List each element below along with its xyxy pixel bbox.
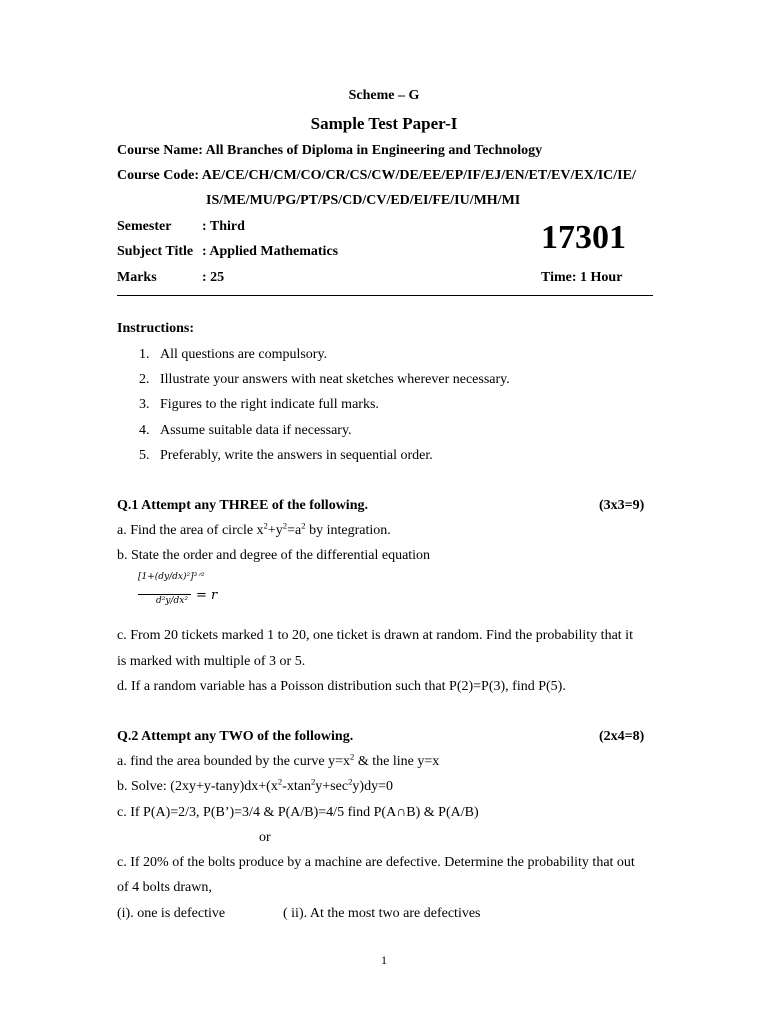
q2-a: a. find the area bounded by the curve $y=x^2$ & the line y=x	[117, 751, 440, 769]
instruction-item: Assume suitable data if necessary.	[160, 423, 352, 438]
instruction-number: 2.	[139, 372, 150, 387]
q2-c-alt-option-ii: ( ii). At the most two are defectives	[283, 906, 481, 921]
subject-title-value: : Applied Mathematics	[202, 244, 339, 259]
semester-label: Semester	[117, 219, 172, 234]
instruction-item: All questions are compulsory.	[160, 347, 328, 362]
course-code-line-1: Course Code: AE/CE/CH/CM/CO/CR/CS/CW/DE/EE/EP/IF/EJ/EN/ET/EV/EX/IC/IE/	[117, 168, 636, 183]
q1-c-line-1: c. From 20 tickets marked 1 to 20, one ticket is drawn at random. Find the probability that it	[117, 628, 633, 643]
equation-numerator: [1+(dy/dx)²]³ᐟ²	[138, 572, 205, 582]
instruction-item: Figures to the right indicate full marks.	[160, 397, 379, 412]
instruction-number: 3.	[139, 397, 150, 412]
q1-b: b. State the order and degree of the differential equation	[117, 548, 431, 563]
marks-value: : 25	[202, 270, 225, 285]
time-label: Time: 1 Hour	[541, 270, 623, 285]
instructions-heading: Instructions:	[117, 321, 195, 336]
header-divider	[117, 295, 653, 296]
q2-c: c. If P(A)=2/3, P(B’)=3/4 & P(A/B)=4/5 find P(A∩B) & P(A/B)	[117, 805, 479, 820]
q2-c-alt-line-1: c. If 20% of the bolts produce by a machine are defective. Determine the probability that out	[117, 855, 635, 870]
q1-marks: (3x3=9)	[599, 498, 645, 513]
instruction-number: 1.	[139, 347, 150, 362]
course-name: Course Name: All Branches of Diploma in Engineering and Technology	[117, 143, 543, 158]
subject-code-number: 17301	[541, 219, 626, 256]
instruction-item: Preferably, write the answers in sequential order.	[160, 448, 433, 463]
semester-value: : Third	[202, 219, 245, 234]
q2-b: b. Solve: $(2xy+y-\tan y)dx+(x^2-xtan^2y+\sec^2y)dy=0$	[117, 776, 393, 794]
q2-or: or	[259, 830, 271, 845]
paper-title: Sample Test Paper-I	[310, 114, 458, 133]
equation-denominator: d²y/dx²	[156, 596, 188, 606]
instruction-item: Illustrate your answers with neat sketches wherever necessary.	[160, 372, 510, 387]
q1-heading: Q.1 Attempt any THREE of the following.	[117, 498, 368, 513]
marks-label: Marks	[117, 270, 157, 285]
course-code-line-2: IS/ME/MU/PG/PT/PS/CD/CV/ED/EI/FE/IU/MH/MI	[206, 193, 521, 208]
q1-a: a. Find the area of circle $x^2+y^2=a^2$ by integration.	[117, 520, 391, 538]
equation-rhs: = r	[196, 588, 218, 603]
q2-marks: (2x4=8)	[599, 729, 645, 744]
q2-c-alt-option-i: (i). one is defective	[117, 906, 226, 921]
q1-d: d. If a random variable has a Poisson distribution such that P(2)=P(3), find P(5).	[117, 679, 566, 694]
instruction-number: 4.	[139, 423, 150, 438]
subject-title-label: Subject Title	[117, 244, 194, 259]
instruction-number: 5.	[139, 448, 150, 463]
q1-c-line-2: is marked with multiple of 3 or 5.	[117, 654, 306, 669]
q2-c-alt-line-2: of 4 bolts drawn,	[117, 880, 212, 895]
page-number: 1	[381, 953, 387, 967]
fraction-bar	[138, 594, 191, 595]
scheme-label: Scheme – G	[348, 88, 420, 103]
q2-heading: Q.2 Attempt any TWO of the following.	[117, 729, 354, 744]
